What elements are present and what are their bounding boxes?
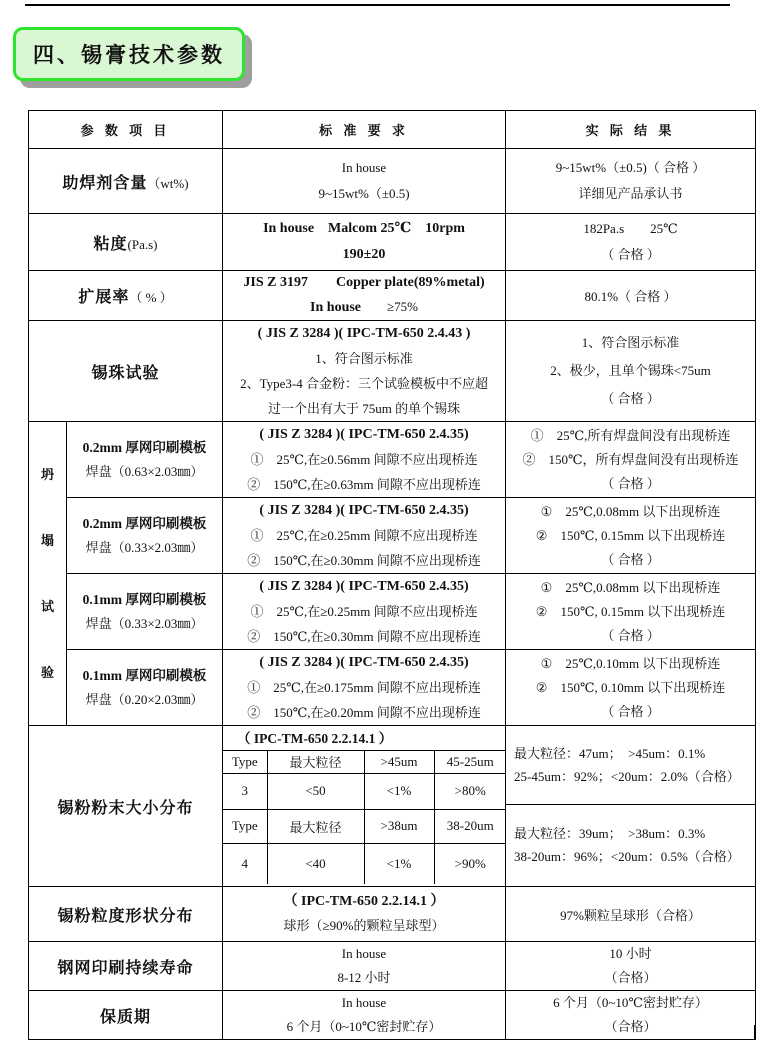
shape-result-cell [506, 887, 756, 942]
shape-std-line2: 球形（≥90%的颗粒呈球型） [283, 918, 445, 933]
powder-t1-v0: 3 [223, 773, 267, 809]
shelf-std-line1: In house [341, 995, 387, 1010]
spread-std-line1: JIS Z 3197 Copper plate(89%metal) [243, 275, 485, 290]
flux-unit: （wt%) [147, 175, 189, 191]
flux-standard-cell [223, 149, 506, 214]
slump3-res-line1: ① 25℃,0.08mm 以下出现桥连 [540, 579, 721, 595]
row-slump-3 [29, 574, 756, 650]
row-slump-1 [29, 422, 756, 498]
slump-vertical-label: 坍塌试验 [40, 466, 54, 680]
viscosity-label-cell [29, 214, 223, 271]
shelf-label: 保质期 [100, 1008, 152, 1026]
stencil-result-cell [506, 942, 756, 991]
header-standard: 标 准 要 求 [223, 111, 506, 149]
solderball-label: 锡珠试验 [91, 364, 160, 382]
powder-t1-header-row [223, 751, 506, 773]
powder-label: 锡粉粉末大小分布 [57, 799, 194, 817]
powder-res1-line1: 最大粒径：47um； >45um：0.1% [514, 745, 706, 761]
slump2-label-line1: 0.2mm 厚网印刷模板 [82, 515, 207, 531]
powder-t1-h0: Type [223, 751, 267, 773]
powder-res1-line2: 25-45um：92%；<20um：2.0%（合格） [514, 768, 740, 784]
slump2-res-line1: ① 25℃,0.08mm 以下出现桥连 [540, 503, 721, 519]
slump3-res-line3: （ 合格 ） [601, 627, 660, 643]
row-viscosity [29, 214, 756, 271]
slump3-std-line1: ( JIS Z 3284 )( IPC-TM-650 2.4.35) [259, 579, 469, 594]
solderball-label-cell [29, 321, 223, 422]
slump1-label-cell [67, 422, 223, 498]
viscosity-std-line1: In house Malcom 25℃ 10rpm [263, 221, 465, 236]
powder-t1-v2: <1% [364, 773, 434, 809]
shelf-std-line2: 6 个月（0~10℃密封贮存） [286, 1019, 442, 1034]
viscosity-label: 粘度 [93, 235, 128, 253]
slump2-res-line2: ② 150℃, 0.15mm 以下出现桥连 [535, 527, 726, 543]
powder-t2-h0: Type [223, 809, 267, 843]
slump1-std-line2: ① 25℃,在≥0.56mm 间隙不应出现桥连 [250, 452, 478, 467]
table-bottom-stub-4 [754, 1025, 755, 1039]
powder-t2-v2: <1% [364, 843, 434, 884]
slump1-label-line1: 0.2mm 厚网印刷模板 [82, 439, 207, 455]
slump4-res-line1: ① 25℃,0.10mm 以下出现桥连 [540, 655, 721, 671]
solderball-std-line3: 2、Type3-4 合金粉：三个试验模板中不应超 [240, 376, 488, 391]
slump2-label-cell [67, 498, 223, 574]
section-title: 四、锡膏技术参数 [33, 43, 225, 67]
shape-label-cell [29, 887, 223, 942]
slump2-std-line2: ① 25℃,在≥0.25mm 间隙不应出现桥连 [250, 528, 478, 543]
slump1-res-line1: ① 25℃,所有焊盘间没有出现桥连 [530, 427, 731, 443]
slump1-res-line3: （ 合格 ） [601, 475, 660, 491]
slump3-label-line2: 焊盘（0.33×2.03㎜） [85, 615, 204, 631]
powder-t2-h2: >38um [364, 809, 434, 843]
solderball-std-line1: ( JIS Z 3284 )( IPC-TM-650 2.4.43 ) [257, 326, 471, 341]
row-flux-content [29, 149, 756, 214]
powder-t2-value-row [223, 843, 506, 884]
spread-label-cell [29, 271, 223, 321]
slump1-res-line2: ② 150℃，所有焊盘间没有出现桥连 [522, 451, 739, 467]
shelf-label-cell [29, 991, 223, 1040]
solderball-std-line2: 1、符合图示标准 [315, 351, 413, 366]
powder-standard-cell [223, 726, 506, 887]
slump1-result-cell [506, 422, 756, 498]
powder-ipc-header: （ IPC-TM-650 2.2.14.1 ） [223, 728, 505, 751]
spread-standard-cell [223, 271, 506, 321]
viscosity-result-cell [506, 214, 756, 271]
slump1-std-line3: ② 150℃,在≥0.63mm 间隙不应出现桥连 [247, 477, 481, 492]
stencil-label-cell [29, 942, 223, 991]
slump4-std-line3: ② 150℃,在≥0.20mm 间隙不应出现桥连 [247, 705, 481, 720]
page-top-rule [25, 4, 730, 6]
spread-result-cell [506, 271, 756, 321]
flux-res-line2: 详细见产品承认书 [578, 186, 683, 201]
powder-t2-v3: >90% [434, 843, 506, 884]
powder-t1-h3: 45-25um [434, 751, 506, 773]
slump3-res-line2: ② 150℃, 0.15mm 以下出现桥连 [535, 603, 726, 619]
row-shape [29, 887, 756, 942]
solderball-res-line1: 1、符合图示标准 [581, 335, 680, 350]
table-bottom-stub-2 [222, 1025, 223, 1039]
solderball-result-cell [506, 321, 756, 422]
table-bottom-stub-1 [28, 1025, 29, 1039]
slump1-label-line2: 焊盘（0.63×2.03㎜） [85, 463, 204, 479]
row-stencil-life [29, 942, 756, 991]
flux-std-line2: 9~15wt%（±0.5) [318, 186, 410, 201]
row-slump-4 [29, 650, 756, 726]
stencil-std-line1: In house [341, 946, 387, 961]
slump2-label-line2: 焊盘（0.33×2.03㎜） [85, 539, 204, 555]
slump4-res-line2: ② 150℃, 0.10mm 以下出现桥连 [535, 679, 726, 695]
header-param: 参 数 项 目 [29, 111, 223, 149]
spread-std2-value: ≥75% [361, 299, 418, 314]
slump4-std-line2: ① 25℃,在≥0.175mm 间隙不应出现桥连 [247, 680, 481, 695]
flux-res-line1: 9~15wt%（±0.5)（ 合格 ） [555, 160, 706, 175]
header-result: 实 际 结 果 [506, 111, 756, 149]
viscosity-res-line2: （ 合格 ） [601, 247, 660, 262]
slump2-result-cell [506, 498, 756, 574]
viscosity-standard-cell [223, 214, 506, 271]
powder-res2-line1: 最大粒径：39um； >38um：0.3% [514, 826, 706, 841]
shape-label: 锡粉粒度形状分布 [57, 907, 194, 925]
shelf-res-line2: （合格） [604, 1019, 657, 1034]
shape-standard-cell [223, 887, 506, 942]
spread-res-line: 80.1%（ 合格 ） [584, 289, 677, 304]
powder-inner-table [223, 751, 506, 884]
powder-t2-v1: <40 [267, 843, 364, 884]
flux-label: 助焊剂含量 [62, 174, 148, 192]
slump3-std-line2: ① 25℃,在≥0.25mm 间隙不应出现桥连 [250, 604, 478, 619]
powder-t1-h1: 最大粒径 [267, 751, 364, 773]
shape-std-line1: （ IPC-TM-650 2.2.14.1 ） [283, 894, 445, 909]
powder-t1-value-row [223, 773, 506, 809]
row-spread [29, 271, 756, 321]
shelf-res-line1: 6 个月（0~10℃密封贮存） [553, 995, 708, 1010]
viscosity-res-line1: 182Pa.s 25℃ [583, 221, 678, 236]
slump3-result-cell [506, 574, 756, 650]
powder-t1-h2: >45um [364, 751, 434, 773]
table-bottom-stub-3 [505, 1025, 506, 1039]
flux-result-cell [506, 149, 756, 214]
slump4-label-cell [67, 650, 223, 726]
parameters-table [28, 110, 756, 1040]
solderball-res-line3: （ 合格 ） [601, 391, 660, 406]
spread-unit: （ % ） [129, 290, 173, 305]
solderball-res-line2: 2、极少，且单个锡珠<75um [550, 363, 711, 378]
powder-t1-v1: <50 [267, 773, 364, 809]
viscosity-std-line2: 190±20 [342, 247, 386, 262]
spread-label: 扩展率 [78, 289, 130, 306]
slump4-std-line1: ( JIS Z 3284 )( IPC-TM-650 2.4.35) [259, 655, 469, 670]
row-shelf-life [29, 991, 756, 1040]
powder-t2-v0: 4 [223, 843, 267, 884]
powder-t1-v3: >80% [434, 773, 506, 809]
shape-res-line: 97%颗粒呈球形（合格） [560, 907, 701, 923]
slump3-std-line3: ② 150℃,在≥0.30mm 间隙不应出现桥连 [247, 629, 481, 644]
slump2-res-line3: （ 合格 ） [601, 551, 660, 567]
flux-label-cell [29, 149, 223, 214]
slump2-standard-cell [223, 498, 506, 574]
solderball-std-line4: 过一个出有大于 75um 的单个锡珠 [267, 401, 461, 416]
stencil-res-line2: （合格） [604, 970, 657, 985]
stencil-std-line2: 8-12 小时 [337, 970, 391, 985]
powder-result-type4 [506, 805, 755, 886]
slump1-standard-cell [223, 422, 506, 498]
slump2-std-line1: ( JIS Z 3284 )( IPC-TM-650 2.4.35) [259, 503, 469, 518]
powder-label-cell [29, 726, 223, 887]
flux-std-line1: In house [341, 160, 387, 175]
slump4-standard-cell [223, 650, 506, 726]
viscosity-unit: (Pa.s) [127, 236, 158, 252]
powder-t2-h3: 38-20um [434, 809, 506, 843]
powder-res2-line2: 38-20um：96%；<20um：0.5%（合格） [514, 849, 740, 864]
row-solderball [29, 321, 756, 422]
section-title-badge [13, 27, 245, 81]
solderball-standard-cell [223, 321, 506, 422]
slump2-std-line3: ② 150℃,在≥0.30mm 间隙不应出现桥连 [247, 553, 481, 568]
slump1-std-line1: ( JIS Z 3284 )( IPC-TM-650 2.4.35) [259, 427, 469, 442]
stencil-standard-cell [223, 942, 506, 991]
powder-result-cell [506, 726, 756, 887]
powder-t2-header-row [223, 809, 506, 843]
slump4-res-line3: （ 合格 ） [601, 703, 660, 719]
slump3-label-line1: 0.1mm 厚网印刷模板 [82, 591, 207, 607]
slump-vertical-label-cell [29, 422, 67, 726]
shelf-standard-cell [223, 991, 506, 1040]
spread-std-line2 [223, 295, 505, 320]
powder-result-type3 [506, 726, 755, 805]
slump3-standard-cell [223, 574, 506, 650]
spread-std2-label: In house [310, 300, 362, 315]
slump4-label-line1: 0.1mm 厚网印刷模板 [82, 667, 207, 683]
row-powder-size [29, 726, 756, 887]
slump4-result-cell [506, 650, 756, 726]
shelf-result-cell [506, 991, 756, 1040]
stencil-label: 钢网印刷持续寿命 [57, 959, 194, 977]
stencil-res-line1: 10 小时 [609, 946, 652, 961]
slump3-label-cell [67, 574, 223, 650]
powder-t2-h1: 最大粒径 [267, 809, 364, 843]
slump4-label-line2: 焊盘（0.20×2.03㎜） [85, 691, 204, 707]
table-header-row [29, 111, 756, 149]
row-slump-2 [29, 498, 756, 574]
